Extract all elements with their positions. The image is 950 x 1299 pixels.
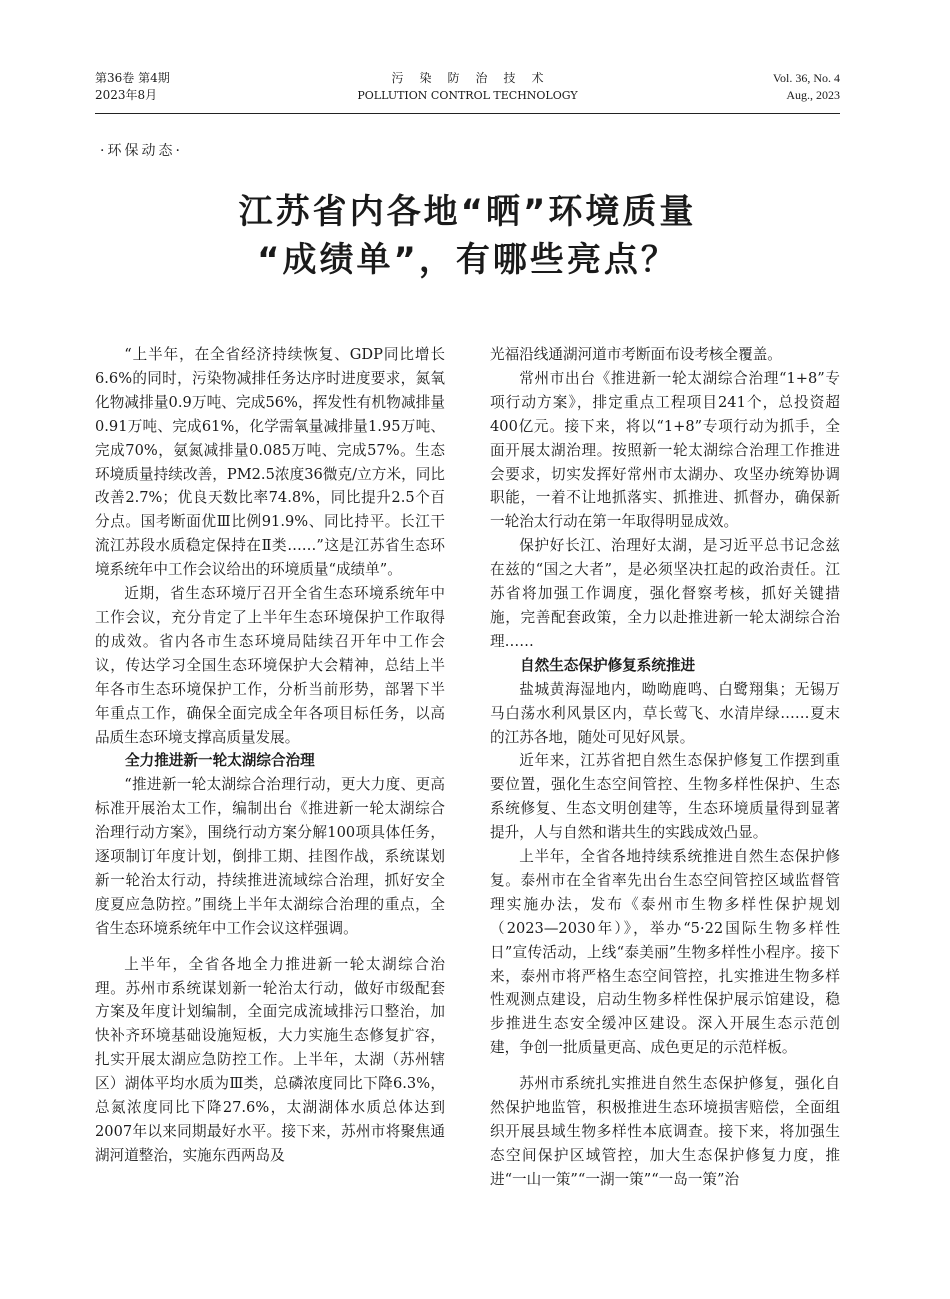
paragraph: “上半年，在全省经济持续恢复、GDP同比增长6.6%的同时，污染物减排任务达序时进度要求，氮氧化物减排量0.9万吨、完成56%，挥发性有机物减排量0.91万吨、完成61%，化学需氧量减排量1.95万吨、完成70%，氨氮减排量0.085万吨、完成57%。生态环境质量持续改善，PM2.5浓度36微克/立方米，同比改善2.7%；优良天数比率74.8%，同比提升2.5个百分点。国考断面优Ⅲ比例91.9%、同比持平。长江干流江苏段水质稳定保持在Ⅱ类……”这是江苏省生态环境系统年中工作会议给出的环境质量“成绩单”。 bbox=[95, 346, 445, 579]
volume-issue-en: Vol. 36, No. 4 bbox=[772, 71, 840, 85]
column-tag: ·环保动态· bbox=[100, 143, 183, 159]
header-center bbox=[95, 70, 840, 104]
paragraph: 上半年，全省各地全力推进新一轮太湖综合治理。苏州市系统谋划新一轮治太行动，做好市级配套方案及年度计划编制，全面完成流域排污口整治，加快补齐环境基础设施短板，大力实施生态修复扩容，扎实开展太湖应急防控工作。上半年，太湖（苏州辖区）湖体平均水质为Ⅲ类，总磷浓度同比下降6.3%，总氮浓度同比下降27.6%，太湖湖体水质总体达到2007年以来同期最好水平。接下来，苏州市将聚焦通湖河道整治，实施东西两岛及 bbox=[95, 955, 445, 1164]
paragraph: 光福沿线通湖河道市考断面布设考核全覆盖。 bbox=[490, 346, 782, 363]
title-line-1: 江苏省内各地“晒”环境质量 bbox=[238, 192, 697, 232]
issue-date: 2023年8月 bbox=[95, 88, 158, 102]
issue-date-en: Aug., 2023 bbox=[786, 88, 840, 102]
paragraph: “推进新一轮太湖综合治理行动，更大力度、更高标准开展治太工作，编制出台《推进新一轮太湖综合治理行动方案》，围绕行动方案分解100项具体任务，逐项制订年度计划，倒排工期、挂图作战，系统谋划新一轮治太行动，持续推进流域综合治理，抓好安全度夏应急防控。”围绕上半年太湖综合治理的重点，全省生态环境系统年中工作会议这样强调。 bbox=[95, 776, 445, 937]
journal-header bbox=[95, 70, 840, 112]
title-line-2: “成绩单”，有哪些亮点？ bbox=[257, 240, 678, 280]
paragraph: 上半年，全省各地持续系统推进自然生态保护修复。泰州市在全省率先出台生态空间管控区域监督管理实施办法，发布《泰州市生物多样性保护规划（2023—2030年）》，举办“5·22国际生物多样性日”宣传活动，上线“泰美丽”生物多样性小程序。接下来，泰州市将严格生态空间管控，扎实推进生物多样性观测点建设，启动生物多样性保护展示馆建设，稳步推进生态安全缓冲区建设。深入开展生态示范创建，争创一批质量更高、成色更足的示范样板。 bbox=[490, 848, 840, 1057]
paragraph: 保护好长江、治理好太湖，是习近平总书记念兹在兹的“国之大者”，是必须坚决扛起的政治责任。江苏省将加强工作调度，强化督察考核，抓好关键措施，完善配套政策，全力以赴推进新一轮太湖综合治理…… bbox=[490, 537, 840, 650]
header-divider bbox=[95, 113, 840, 114]
paragraph: 常州市出台《推进新一轮太湖综合治理“1+8”专项行动方案》，排定重点工程项目241个，总投资超400亿元。接下来，将以“1+8”专项行动为抓手，全面开展太湖治理。按照新一轮太湖综合治理工作推进会要求，切实发挥好常州市太湖办、攻坚办统筹协调职能，一着不让地抓落实、抓推进、抓督办，确保新一轮治太行动在第一年取得明显成效。 bbox=[490, 369, 840, 531]
header-right bbox=[773, 70, 840, 104]
article-title bbox=[95, 188, 840, 284]
section-heading: 自然生态保护修复系统推进 bbox=[520, 656, 696, 674]
volume-issue: 第36卷 第4期 bbox=[95, 71, 170, 85]
paragraph: 盐城黄海湿地内，呦呦鹿鸣、白鹭翔集；无锡万马白荡水利风景区内，草长莺飞、水清岸绿……夏末的江苏各地，随处可见好风景。 bbox=[490, 680, 840, 746]
paragraph: 近年来，江苏省把自然生态保护修复工作摆到重要位置，强化生态空间管控、生物多样性保护、生态系统修复、生态文明创建等，生态环境质量得到显著提升，人与自然和谐共生的实践成效凸显。 bbox=[490, 752, 840, 842]
journal-name-en: POLLUTION CONTROL TECHNOLOGY bbox=[357, 89, 578, 102]
journal-name-cn: 污染防治技术 bbox=[391, 71, 560, 85]
left-column bbox=[95, 343, 445, 1168]
paragraph: 苏州市系统扎实推进自然生态保护修复，强化自然保护地监管，积极推进生态环境损害赔偿，全面组织开展县域生物多样性本底调查。接下来，将加强生态空间保护区域管控，加大生态保护修复力度，推进“一山一策”“一湖一策”“一岛一策”治 bbox=[490, 1075, 840, 1188]
right-column bbox=[490, 343, 840, 1192]
section-heading: 全力推进新一轮太湖综合治理 bbox=[125, 752, 315, 770]
paragraph: 近期，省生态环境厅召开全省生态环境系统年中工作会议，充分肯定了上半年生态环境保护工作取得的成效。省内各市生态环境局陆续召开年中工作会议，传达学习全国生态环境保护大会精神，总结上半年各市生态环境保护工作，分析当前形势，部署下半年重点工作，确保全面完成全年各项目标任务，以高品质生态环境支撑高质量发展。 bbox=[95, 585, 445, 746]
